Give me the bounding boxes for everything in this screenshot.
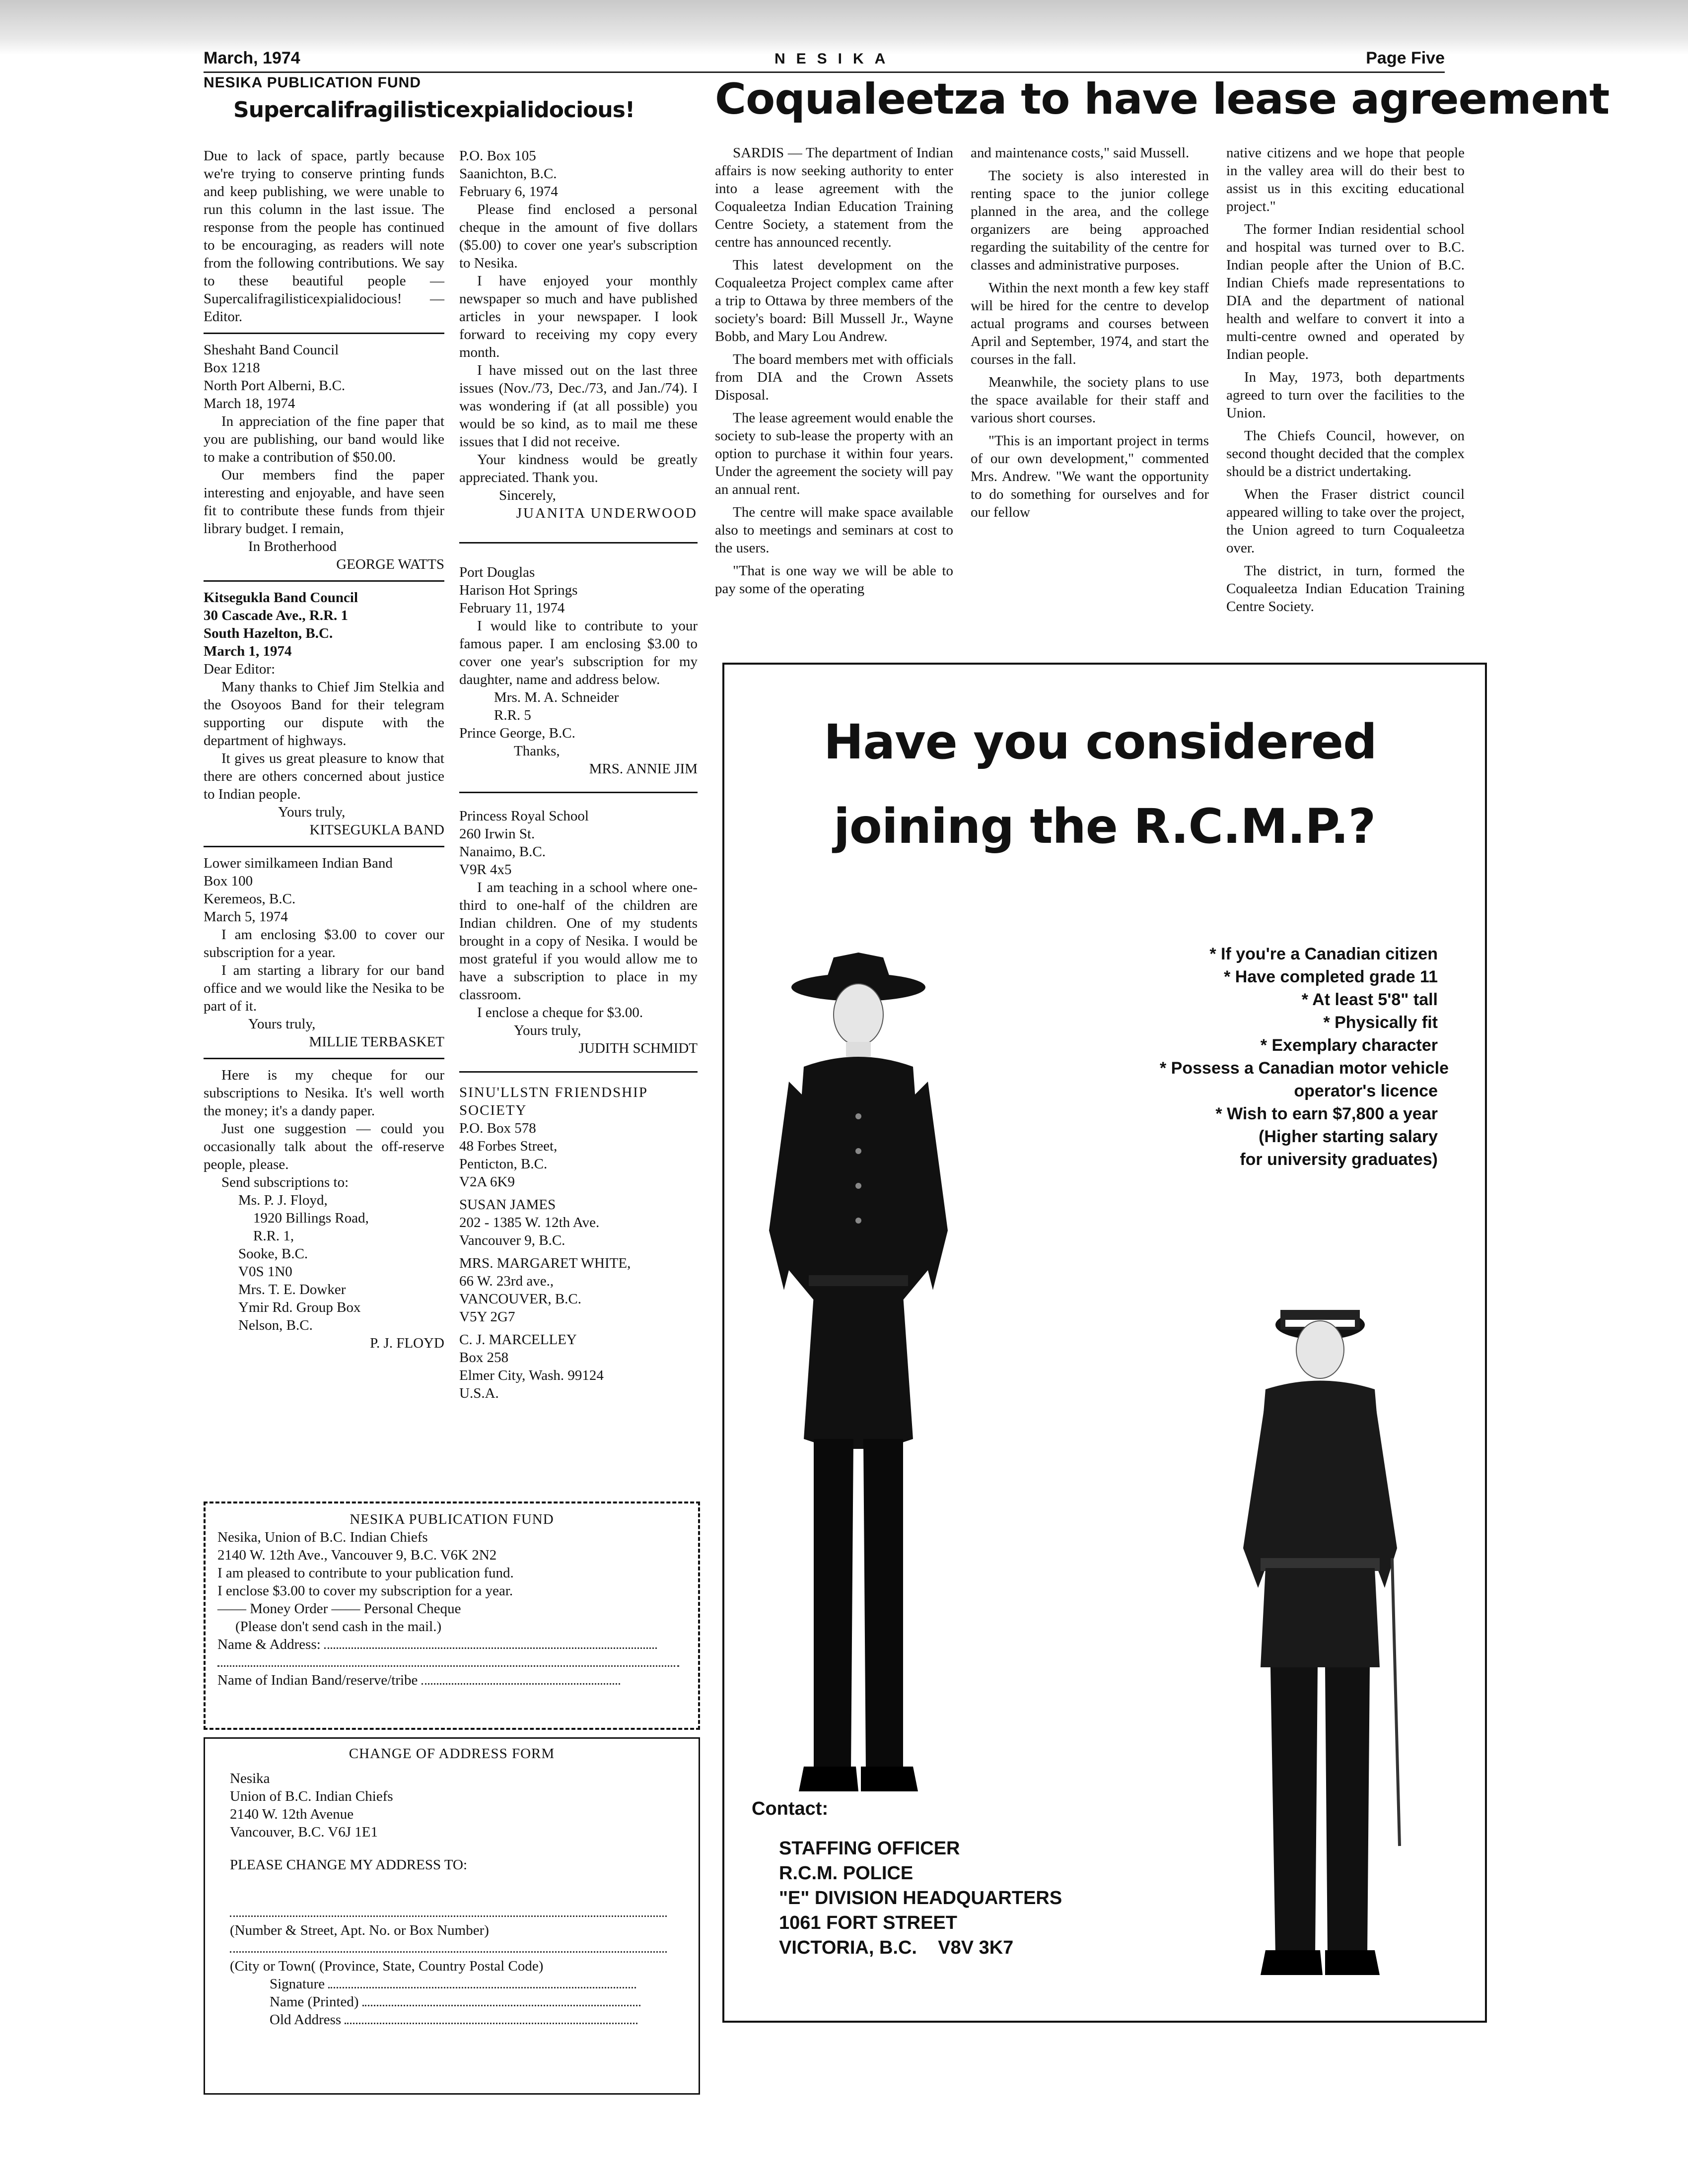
paper-name: NESIKA <box>774 51 897 67</box>
address-line: R.R. 1, <box>253 1228 294 1244</box>
address-line: Ymir Rd. Group Box <box>238 1299 361 1315</box>
address-line: Princess Royal School <box>459 808 589 824</box>
letter-date: February 6, 1974 <box>459 184 558 200</box>
address-line: 66 W. 23rd ave., <box>459 1273 554 1289</box>
contact-line: "E" DIVISION HEADQUARTERS <box>779 1888 1062 1909</box>
letter-date: February 11, 1974 <box>459 600 565 616</box>
address-line: Penticton, B.C. <box>459 1156 548 1172</box>
signature-field[interactable] <box>230 1975 674 1993</box>
field-label: Name of Indian Band/reserve/tribe <box>217 1672 418 1688</box>
letter-signature: KITSEGUKLA BAND <box>309 822 444 838</box>
fill-line <box>422 1671 620 1685</box>
requirement: for university graduates) <box>1240 1150 1438 1169</box>
article-paragraph: The centre will make space available also to meetings and seminars at cost to the users. <box>715 504 953 556</box>
letter-kitsegukla-address <box>204 589 444 660</box>
letter-closing: In Brotherhood <box>248 539 337 554</box>
address-line: Ms. P. J. Floyd, <box>238 1192 328 1208</box>
letter-body: Your kindness would be greatly appreciated. Thank you. <box>459 452 698 485</box>
subscriber-name: C. J. MARCELLEY <box>459 1332 577 1348</box>
address-line: U.S.A. <box>459 1385 499 1401</box>
letter-sheshaht <box>204 341 444 573</box>
address-line: Box 258 <box>459 1350 509 1365</box>
address-line: Kitsegukla Band Council <box>204 590 358 606</box>
requirement: operator's licence <box>1294 1082 1438 1100</box>
coupon-title: NESIKA PUBLICATION FUND <box>350 1511 554 1527</box>
fill-line[interactable] <box>230 1939 667 1953</box>
field-label: Old Address <box>270 2012 342 2028</box>
address-line: Port Douglas <box>459 564 535 580</box>
address-line: 1920 Billings Road, <box>253 1210 369 1226</box>
letter-floyd <box>204 1066 444 1352</box>
requirements-list <box>1160 943 1449 1171</box>
letter-closing: Yours truly, <box>248 1016 316 1032</box>
divider <box>459 792 698 793</box>
letter-closing: Sincerely, <box>499 487 556 503</box>
address-line: Lower similkameen Indian Band <box>204 855 393 871</box>
address-line: Saanichton, B.C. <box>459 166 557 182</box>
letter-date: March 18, 1974 <box>204 396 295 411</box>
letter-body: Our members find the paper interesting and enjoyable, and have seen fit to contribute these funds from thjeir library budget. I remain, <box>204 467 444 537</box>
fill-line[interactable] <box>230 1904 667 1917</box>
address-line: Mrs. T. E. Dowker <box>238 1282 346 1297</box>
article-paragraph: In May, 1973, both departments agreed to turn over the facilities to the Union. <box>1226 369 1465 421</box>
letter-underwood <box>459 147 698 522</box>
fill-line <box>324 1636 657 1649</box>
letter-closing: Yours truly, <box>514 1023 581 1038</box>
address-line: P.O. Box 105 <box>459 148 536 164</box>
coupon-line: (Please don't send cash in the mail.) <box>235 1619 442 1635</box>
divider <box>204 1058 444 1059</box>
divider <box>204 333 444 334</box>
mountie-dress-uniform-figure <box>1221 1290 1429 1995</box>
address-line: Harison Hot Springs <box>459 582 578 598</box>
address-line: Keremeos, B.C. <box>204 891 296 907</box>
letter-schmidt <box>459 807 698 1057</box>
old-address-field[interactable] <box>230 2011 674 2029</box>
form-title: CHANGE OF ADDRESS FORM <box>349 1746 555 1762</box>
address-line: 30 Cascade Ave., R.R. 1 <box>204 608 349 623</box>
address-line: V2A 6K9 <box>459 1174 515 1190</box>
letter-salutation: Dear Editor: <box>204 661 276 677</box>
divider <box>459 542 698 544</box>
field-label: Name & Address: <box>217 1637 321 1652</box>
masthead <box>204 48 1445 73</box>
ad-headline-2: joining the R.C.M.P.? <box>834 799 1376 854</box>
address-line: V5Y 2G7 <box>459 1309 515 1325</box>
name-address-field[interactable] <box>217 1636 686 1653</box>
fill-line <box>217 1653 679 1667</box>
letter-date: March 1, 1974 <box>204 643 292 659</box>
article-paragraph: The former Indian residential school and hospital was turned over to B.C. Indian people after the Union of B.C. Indian Chiefs made representations to DIA and the department of national health and welfare to convert it into a multi-centre owned and operated by Indian people. <box>1226 221 1465 362</box>
address-line: Nelson, B.C. <box>238 1317 313 1333</box>
page-number: Page Five <box>1366 49 1445 68</box>
article-paragraph: When the Fraser district council appeared willing to take over the project, the Union agreed to turn Coqualeetza over. <box>1226 486 1465 556</box>
letter-signature: MRS. ANNIE JIM <box>589 761 698 777</box>
letter-signature: JUANITA UNDERWOOD <box>516 505 698 521</box>
middle-column <box>459 147 698 1402</box>
letter-signature: GEORGE WATTS <box>336 556 444 572</box>
fill-line <box>362 1993 640 2006</box>
address-line: Vancouver 9, B.C. <box>459 1232 565 1248</box>
letter-body: Many thanks to Chief Jim Stelkia and the Osoyoos Band for their telegram supporting our dispute with the department of highways. <box>204 679 444 749</box>
letter-body: I am starting a library for our band office and we would like the Nesika to be part of it. <box>204 962 444 1014</box>
letter-body: I have enjoyed your monthly newspaper so much and have published articles in your newspaper. I look forward to receiving my copy every month. <box>459 273 698 360</box>
article-paragraph: Meanwhile, the society plans to use the space available for their staff and various short courses. <box>971 374 1209 426</box>
editor-note: Due to lack of space, partly because we're trying to conserve printing funds and keep publishing, we were unable to run this column in the last issue. The response from the people has continued to be encouraging, as readers will note from the following contributions. We say to these beautiful people — Supercalifragilisticexpialidocious! — Editor. <box>204 148 444 325</box>
coupon-line: Nesika, Union of B.C. Indian Chiefs <box>217 1529 428 1545</box>
article-paragraph: The board members met with officials from DIA and the Crown Assets Disposal. <box>715 351 953 403</box>
address-line: V9R 4x5 <box>459 862 512 878</box>
letter-body: I enclose a cheque for $3.00. <box>477 1005 643 1021</box>
field-label: Signature <box>270 1976 325 1992</box>
requirement: (Higher starting salary <box>1259 1127 1438 1146</box>
requirement: * Have completed grade 11 <box>1224 967 1438 986</box>
letter-body: I am teaching in a school where one-third to one-half of the children are Indian children. One of my students brought in a copy of Nesika. I would be most grateful if you would allow me to have a subscription to place in my classroom. <box>459 880 698 1003</box>
field-hint: (Number & Street, Apt. No. or Box Number) <box>230 1922 489 1938</box>
article-paragraph: and maintenance costs," said Mussell. <box>971 145 1190 161</box>
requirement: * Physically fit <box>1323 1013 1438 1032</box>
letter-body: Send subscriptions to: <box>221 1174 349 1190</box>
fill-line <box>345 2011 637 2024</box>
form-instruction: PLEASE CHANGE MY ADDRESS TO: <box>230 1857 468 1873</box>
article-paragraph: Within the next month a few key staff will be hired for the centre to develop actual programs and courses between April and September, 1974, and start the courses in the fall. <box>971 280 1209 367</box>
change-of-address-form <box>204 1737 700 2095</box>
subscriber-name: MRS. MARGARET WHITE, <box>459 1255 631 1271</box>
divider <box>204 580 444 582</box>
subscriber-name: SINU'LLSTN FRIENDSHIP SOCIETY <box>459 1085 647 1118</box>
address-line: Sheshaht Band Council <box>204 342 339 358</box>
letter-body: Please find enclosed a personal cheque in the amount of five dollars ($5.00) to cover one year's subscription to Nesika. <box>459 202 698 271</box>
printed-name-field[interactable] <box>230 1993 674 2011</box>
address-line: P.O. Box 578 <box>459 1120 536 1136</box>
field-label: Name (Printed) <box>270 1994 359 2010</box>
contact-line: R.C.M. POLICE <box>779 1863 914 1884</box>
article-paragraph: The Chiefs Council, however, on second thought decided that the complex should be a district undertaking. <box>1226 428 1465 479</box>
field-hint: (City or Town( (Province, State, Country Postal Code) <box>230 1958 544 1974</box>
article-paragraph: "This is an important project in terms of our own development," commented Mrs. Andrew. "We want the opportunity to do something for ourselves and for our fellow <box>971 433 1209 520</box>
subscriber-list <box>459 1084 698 1402</box>
requirement: * At least 5'8" tall <box>1301 990 1438 1009</box>
address-line: Union of B.C. Indian Chiefs <box>230 1788 393 1804</box>
article-paragraph: This latest development on the Coqualeetza Project complex came after a trip to Ottawa by three members of the society's board: Bill Mussell Jr., Wayne Bobb, and Mary Lou Andrew. <box>715 257 953 344</box>
letter-signature: JUDITH SCHMIDT <box>578 1040 698 1056</box>
article-paragraph: The district, in turn, formed the Coqualeetza Indian Education Training Centre Society. <box>1226 563 1465 614</box>
article-paragraph: SARDIS — The department of Indian affairs is now seeking authority to enter into a lease agreement with the Coqualeetza Indian Education Training Centre Society, a statement from the centre has announced recently. <box>715 145 953 250</box>
letter-body: I would like to contribute to your famous paper. I am enclosing $3.00 to cover one year's subscription for my daughter, name and address below. <box>459 618 698 687</box>
letter-jim <box>459 563 698 778</box>
ad-headline-1: Have you considered <box>824 714 1377 770</box>
letter-closing: Yours truly, <box>278 804 346 820</box>
address-line: Sooke, B.C. <box>238 1246 308 1262</box>
address-line: South Hazelton, B.C. <box>204 625 333 641</box>
scan-top-band <box>0 0 1688 55</box>
address-line: VANCOUVER, B.C. <box>459 1291 582 1307</box>
divider <box>204 846 444 847</box>
letter-body: I have missed out on the last three issues (Nov./73, Dec./73, and Jan./74). I was wondering if (at all possible) you would be so kind, as to mail me these issues that I did not receive. <box>459 362 698 450</box>
divider <box>459 1071 698 1073</box>
address-line: V0S 1N0 <box>238 1264 292 1280</box>
requirement: * Exemplary character <box>1260 1036 1438 1055</box>
address-line: Box 100 <box>204 873 253 889</box>
name-address-field-2[interactable] <box>217 1653 686 1671</box>
contact-label: Contact: <box>752 1798 829 1819</box>
article-column-3 <box>1226 144 1465 620</box>
payment-options[interactable]: —— Money Order —— Personal Cheque <box>217 1601 461 1617</box>
mountie-stetson-figure <box>754 953 963 1836</box>
letter-date: March 5, 1974 <box>204 909 288 925</box>
rcmp-advertisement <box>722 663 1487 2023</box>
letter-body: Here is my cheque for our subscriptions to Nesika. It's well worth the money; it's a dandy paper. <box>204 1067 444 1119</box>
letter-closing: Thanks, <box>514 743 560 759</box>
address-line: Mrs. M. A. Schneider <box>494 689 619 705</box>
contact-address <box>779 1836 1062 1960</box>
contact-line: 1061 FORT STREET <box>779 1912 957 1933</box>
letter-body: In appreciation of the fine paper that you are publishing, our band would like to make a contribution of $50.00. <box>204 413 444 465</box>
address-line: Vancouver, B.C. V6J 1E1 <box>230 1824 378 1840</box>
address-line: North Port Alberni, B.C. <box>204 378 346 394</box>
article-paragraph: "That is one way we will be able to pay some of the operating <box>715 563 953 597</box>
column-kicker: Supercalifragilisticexpialidocious! <box>233 97 635 123</box>
address-line: R.R. 5 <box>494 707 531 723</box>
article-column-1 <box>715 144 953 603</box>
letter-body: Just one suggestion — could you occasionally talk about the off-reserve people, please. <box>204 1121 444 1172</box>
letter-body: I am enclosing $3.00 to cover our subscription for a year. <box>204 927 444 960</box>
article-paragraph: native citizens and we hope that people in the valley area will do their best to assist us in this exciting educational project." <box>1226 145 1465 214</box>
band-field[interactable] <box>217 1671 686 1689</box>
address-line: 48 Forbes Street, <box>459 1138 558 1154</box>
address-line: Nanaimo, B.C. <box>459 844 546 860</box>
requirement: * If you're a Canadian citizen <box>1209 945 1438 963</box>
letter-similkameen <box>204 854 444 1051</box>
subscriber-name: SUSAN JAMES <box>459 1197 556 1213</box>
issue-date: March, 1974 <box>204 49 300 68</box>
letter-kitsegukla <box>204 660 444 839</box>
address-line: Nesika <box>230 1771 270 1786</box>
letter-signature: MILLIE TERBASKET <box>309 1034 444 1050</box>
section-label: NESIKA PUBLICATION FUND <box>204 74 421 91</box>
article-headline: Coqualeetza to have lease agreement <box>715 74 1610 124</box>
address-line: 260 Irwin St. <box>459 826 535 842</box>
coupon-line: I enclose $3.00 to cover my subscription for a year. <box>217 1583 513 1599</box>
letter-body: It gives us great pleasure to know that there are others concerned about justice to Indian people. <box>204 751 444 802</box>
requirement: * Wish to earn $7,800 a year <box>1215 1104 1438 1123</box>
publication-fund-coupon <box>204 1502 700 1730</box>
letter-signature: P. J. FLOYD <box>370 1335 444 1351</box>
address-line: Prince George, B.C. <box>459 725 575 741</box>
coupon-line: 2140 W. 12th Ave., Vancouver 9, B.C. V6K 2N2 <box>217 1547 497 1563</box>
coupon-line: I am pleased to contribute to your publication fund. <box>217 1565 514 1581</box>
address-line: Elmer City, Wash. 99124 <box>459 1367 604 1383</box>
address-line: 202 - 1385 W. 12th Ave. <box>459 1215 600 1230</box>
address-line: 2140 W. 12th Avenue <box>230 1806 354 1822</box>
address-line: Box 1218 <box>204 360 260 376</box>
contact-line: VICTORIA, B.C. V8V 3K7 <box>779 1937 1014 1958</box>
article-column-2 <box>971 144 1209 526</box>
contact-line: STAFFING OFFICER <box>779 1838 960 1859</box>
fill-line <box>328 1975 636 1988</box>
requirement: * Possess a Canadian motor vehicle <box>1160 1059 1449 1078</box>
article-paragraph: The lease agreement would enable the society to sub-lease the property with an option to purchase it within four years. Under the agreement the society will pay an annual rent. <box>715 410 953 497</box>
article-paragraph: The society is also interested in renting space to the junior college planned in the area, and the college organizers are being approached regarding the suitability of the centre for classes and administrative purposes. <box>971 168 1209 273</box>
left-column <box>204 147 444 1352</box>
